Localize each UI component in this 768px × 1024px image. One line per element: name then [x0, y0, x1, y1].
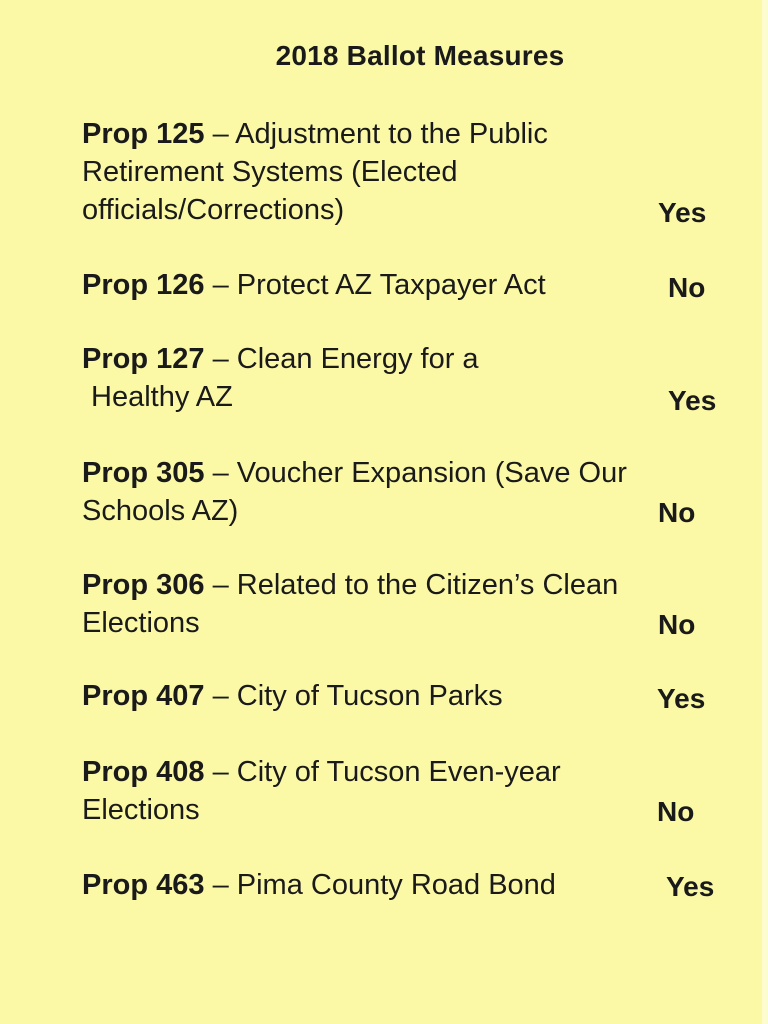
- prop-label: Prop 305: [82, 457, 205, 489]
- prop-text-line: – Protect AZ Taxpayer Act: [212, 269, 546, 301]
- prop-text-line: Retirement Systems (Elected: [82, 156, 458, 188]
- prop-127-vote: Yes: [668, 385, 717, 416]
- prop-305-description: [82, 454, 627, 530]
- prop-label: Prop 408: [82, 756, 205, 788]
- prop-label: Prop 407: [82, 680, 205, 712]
- prop-label: Prop 125: [82, 118, 205, 150]
- prop-text-line: – Clean Energy for a: [212, 343, 479, 375]
- prop-text-line: Healthy AZ: [91, 381, 233, 413]
- prop-text-line: – Adjustment to the Public: [212, 118, 548, 150]
- prop-463-description: [82, 866, 556, 904]
- prop-306-vote: No: [658, 609, 696, 640]
- prop-125-vote: Yes: [658, 197, 707, 228]
- prop-text-line: – Pima County Road Bond: [212, 869, 556, 901]
- prop-126-vote: No: [668, 272, 706, 303]
- prop-408-vote: No: [657, 796, 695, 827]
- prop-407-description: [82, 677, 503, 715]
- prop-407-vote: Yes: [657, 683, 706, 714]
- prop-text-line: – City of Tucson Even-year: [212, 756, 561, 788]
- prop-label: Prop 306: [82, 569, 205, 601]
- prop-label: Prop 127: [82, 343, 205, 375]
- prop-text-line: – City of Tucson Parks: [212, 680, 503, 712]
- prop-label: Prop 126: [82, 269, 205, 301]
- prop-label: Prop 463: [82, 869, 205, 901]
- prop-text-line: Schools AZ): [82, 495, 239, 527]
- prop-125-description: [82, 115, 548, 229]
- page-title: 2018 Ballot Measures: [275, 40, 565, 71]
- prop-text-line: Elections: [82, 607, 200, 639]
- prop-text-line: – Related to the Citizen’s Clean: [212, 569, 619, 601]
- prop-text-line: officials/Corrections): [82, 194, 345, 226]
- paper-edge: [762, 0, 768, 1024]
- prop-127-description: [82, 340, 479, 416]
- prop-306-description: [82, 566, 618, 642]
- prop-305-vote: No: [658, 497, 696, 528]
- prop-408-description: [82, 753, 561, 829]
- prop-126-description: [82, 266, 546, 304]
- prop-463-vote: Yes: [666, 871, 715, 902]
- prop-text-line: – Voucher Expansion (Save Our: [212, 457, 627, 489]
- prop-text-line: Elections: [82, 794, 200, 826]
